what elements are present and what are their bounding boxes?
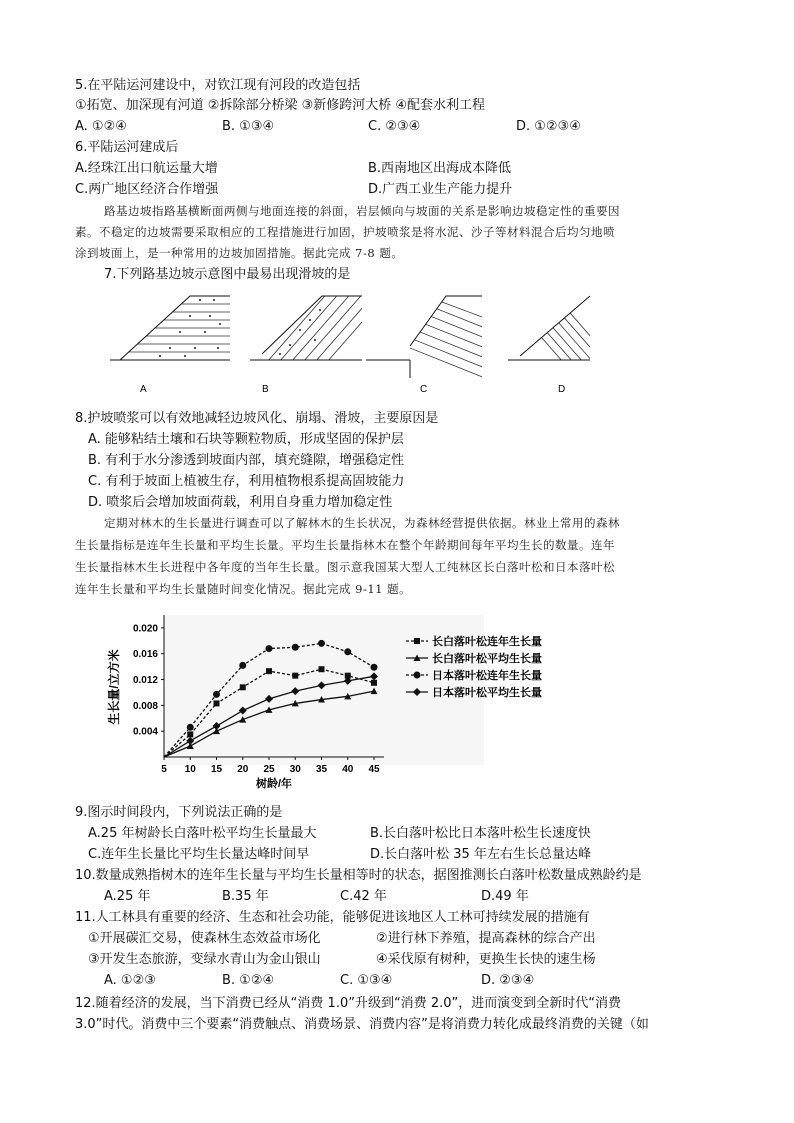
- x-tick-label: 5: [161, 764, 167, 775]
- q11-item-1: ①开展碳汇交易，使森林生态效益市场化: [88, 931, 321, 946]
- slope-diagram-d: [500, 290, 590, 395]
- data-point-series-1: [371, 680, 377, 686]
- q8-option-b: B. 有利于水分渗透到坡面内部，填充缝隙，增强稳定性: [88, 453, 405, 468]
- q11-option-a: A. ①②③: [104, 973, 156, 988]
- data-point-series-1: [319, 666, 325, 672]
- slope-diagram-b: [250, 290, 390, 395]
- data-point-series-3: [213, 691, 220, 698]
- q6-option-d: D.广西工业生产能力提升: [368, 182, 513, 197]
- material2-line-2: 生长量指标是连年生长量和平均生长量。平均生长量指林木在整个年龄期间每年平均生长的数量。连年: [75, 538, 615, 552]
- q8-option-d: D. 喷浆后会增加坡面荷载，利用自身重力增加稳定性: [88, 495, 393, 510]
- q5-option-b: B. ①③④: [222, 119, 275, 134]
- q11-item-2: ②进行林下养殖，提高森林的综合产出: [376, 931, 596, 946]
- q6-stem: 6.平陆运河建成后: [75, 140, 179, 155]
- material2-line-1: 定期对林木的生长量进行调查可以了解林木的生长状况，为森林经营提供依据。林业上常用的森林: [104, 516, 620, 530]
- y-tick-label: 0.020: [132, 623, 158, 635]
- x-tick-label: 40: [342, 764, 354, 775]
- slope-diagram-a: [110, 296, 230, 395]
- slope-diagram-c: [366, 290, 490, 395]
- q8-option-a: A. 能够粘结土壤和石块等颗粒物质，形成坚固的保护层: [88, 432, 404, 447]
- material2-line-4: 连年生长量和平均生长量随时间变化情况。据此完成 9-11 题。: [75, 582, 412, 596]
- q10-stem: 10.数量成熟指树木的连年生长量与平均生长量相等时的状态，据图推测长白落叶松数量成熟龄约是: [75, 868, 642, 883]
- x-tick-label: 45: [368, 764, 380, 775]
- material1-line-1: 路基边坡指路基横断面两侧与地面连接的斜面，岩层倾向与坡面的关系是影响边坡稳定性的重要因: [104, 204, 620, 218]
- slope-diagrams: [110, 290, 590, 398]
- q5-option-d: D. ①②③④: [516, 119, 581, 134]
- chart-y-axis-label: 生长量/立方米: [107, 649, 121, 725]
- data-point-series-1: [240, 684, 246, 690]
- q10-option-a: A.25 年: [104, 889, 151, 904]
- slope-label-d: D: [558, 384, 566, 395]
- q9-stem: 9.图示时间段内，下列说法正确的是: [75, 805, 283, 820]
- material1-line-3: 涂到坡面上，是一种常用的边坡加固措施。据此完成 7-8 题。: [75, 246, 404, 260]
- q9-option-d: D.长白落叶松 35 年左右生长总量达峰: [370, 847, 591, 862]
- q8-stem: 8.护坡喷浆可以有效地减轻边坡风化、崩塌、滑坡，主要原因是: [75, 411, 439, 426]
- data-point-series-3: [292, 644, 299, 651]
- y-tick-label: 0.004: [132, 726, 158, 738]
- data-point-series-3: [266, 645, 273, 652]
- q5-items: ①拓宽、加深现有河道 ②拆除部分桥梁 ③新修跨河大桥 ④配套水利工程: [75, 98, 486, 113]
- data-point-series-3: [318, 640, 325, 647]
- legend-label-3: 日本落叶松连年生长量: [432, 670, 542, 682]
- q10-option-c: C.42 年: [340, 889, 387, 904]
- data-point-series-3: [187, 724, 194, 731]
- q10-option-d: D.49 年: [481, 889, 529, 904]
- q6-option-a: A.经珠江出口航运量大增: [75, 161, 218, 176]
- q5-option-a: A. ①②④: [75, 119, 127, 134]
- data-point-series-3: [344, 648, 351, 655]
- chart-x-axis-label: 树龄/年: [255, 778, 293, 790]
- q11-item-4: ④采伐原有树种，更换生长快的速生杨: [376, 952, 596, 967]
- q6-option-b: B.西南地区出海成本降低: [368, 161, 512, 176]
- x-tick-label: 25: [263, 764, 275, 775]
- material1-line-2: 素。不稳定的边坡需要采取相应的工程措施进行加固，护坡喷浆是将水泥、沙子等材料混合后均匀地喷: [75, 225, 615, 239]
- legend-label-1: 长白落叶松连年生长量: [432, 636, 542, 648]
- q12-line-1: 12.随着经济的发展，当下消费已经从“消费 1.0”升级到“消费 2.0”，进而演变到全新时代“消费: [75, 996, 621, 1011]
- data-point-series-3: [371, 664, 378, 671]
- q9-option-a: A.25 年树龄长白落叶松平均生长量最大: [88, 826, 317, 841]
- q8-option-c: C. 有利于坡面上植被生存，利用植物根系提高固坡能力: [88, 474, 405, 489]
- x-tick-label: 10: [184, 764, 196, 775]
- data-point-series-1: [187, 731, 193, 737]
- slope-label-a: A: [140, 384, 147, 395]
- slope-label-b: B: [262, 384, 269, 395]
- x-tick-label: 20: [237, 764, 249, 775]
- x-tick-label: 30: [289, 764, 301, 775]
- q7-stem: 7.下列路基边坡示意图中最易出现滑坡的是: [104, 267, 351, 282]
- material2-line-3: 生长量指林木生长进程中各年度的当年生长量。图示意我国某大型人工纯林区长白落叶松和日本落叶松: [75, 560, 615, 574]
- q9-option-c: C.连年生长量比平均生长量达峰时间早: [88, 847, 310, 862]
- q9-option-b: B.长白落叶松比日本落叶松生长速度快: [370, 826, 592, 841]
- q12-line-2: 3.0”时代。消费中三个要素“消费触点、消费场景、消费内容”是将消费力转化成最终消费的关键（如: [75, 1017, 649, 1032]
- legend-marker-3: [414, 672, 421, 679]
- q11-item-3: ③开发生态旅游，变绿水青山为金山银山: [88, 952, 321, 967]
- legend-label-4: 日本落叶松平均生长量: [432, 687, 542, 699]
- slope-label-c: C: [420, 384, 428, 395]
- y-tick-label: 0.012: [132, 675, 158, 687]
- q11-option-d: D. ②③④: [481, 973, 535, 988]
- q5-option-c: C. ②③④: [368, 119, 421, 134]
- q10-option-b: B.35 年: [222, 889, 269, 904]
- legend-label-2: 长白落叶松平均生长量: [432, 653, 542, 665]
- x-tick-label: 35: [315, 764, 328, 775]
- data-point-series-1: [292, 673, 298, 679]
- q5-stem: 5.在平陆运河建设中，对钦江现有河段的改造包括: [75, 78, 361, 93]
- growth-chart: [100, 605, 600, 795]
- q11-option-b: B. ①②④: [222, 973, 275, 988]
- x-tick-label: 15: [210, 764, 223, 775]
- data-point-series-1: [266, 668, 272, 674]
- y-tick-label: 0.016: [132, 649, 158, 661]
- legend-marker-1: [414, 638, 420, 644]
- data-point-series-1: [214, 700, 220, 706]
- q6-option-c: C.两广地区经济合作增强: [75, 182, 219, 197]
- y-tick-label: 0.008: [132, 700, 158, 712]
- data-point-series-3: [239, 662, 246, 669]
- q11-option-c: C. ①③④: [340, 973, 393, 988]
- q11-stem: 11.人工林具有重要的经济、生态和社会功能，能够促进该地区人工林可持续发展的措施有: [75, 910, 590, 925]
